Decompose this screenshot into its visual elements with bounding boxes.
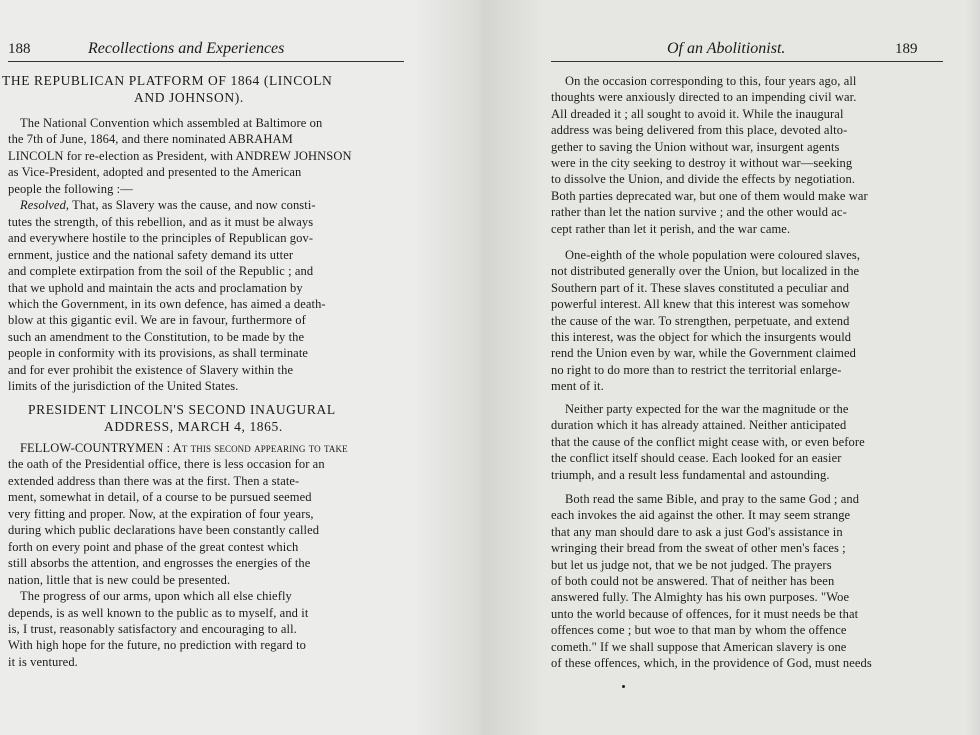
body-text-line: offences come ; but woe to that man by whom the offence [551, 623, 847, 637]
body-text-line: but let us judge not, that we be not judged. The prayers [551, 558, 832, 572]
body-text-line: people the following :— [8, 182, 133, 196]
body-text-line: as Vice-President, adopted and presented to the American [8, 165, 302, 179]
body-text-line: tutes the strength, of this rebellion, and as it must be always [8, 215, 314, 229]
body-text-line: limits of the jurisdiction of the United States. [8, 379, 239, 393]
left-page-number: 188 [8, 41, 31, 57]
page-edge [966, 0, 980, 735]
body-text-line: rend the Union even by war, while the Government claimed [551, 346, 857, 360]
print-speck [622, 685, 625, 688]
body-text-line: LINCOLN for re-election as President, with ANDREW JOHNSON [8, 149, 352, 163]
section-heading: PRESIDENT LINCOLN'S SECOND INAUGURAL [28, 402, 336, 417]
right-page [545, 0, 980, 735]
body-text-line: forth on every point and phase of the great contest which [8, 540, 299, 554]
body-text-line: address was being delivered from this place, devoted alto- [551, 123, 848, 137]
body-text-line: cometh." If we shall suppose that American slavery is one [551, 640, 847, 654]
right-header-rule [551, 61, 943, 62]
section-heading: THE REPUBLICAN PLATFORM OF 1864 (LINCOLN [2, 73, 333, 88]
body-text-line: which the Government, in its own defence, has aimed a death- [8, 297, 326, 311]
body-text-line: rather than let the nation survive ; and the other would ac- [551, 205, 847, 219]
body-text-line: powerful interest. All knew that this interest was somehow [551, 297, 851, 311]
body-text-line: The progress of our arms, upon which all else chiefly [20, 589, 292, 603]
body-text-line: of these offences, which, in the providence of God, must needs [551, 656, 872, 670]
body-text-line: Both read the same Bible, and pray to the same God ; and [565, 492, 860, 506]
body-text-line: that the cause of the conflict might cease with, or even before [551, 435, 865, 449]
right-page-number: 189 [895, 41, 918, 57]
body-text-line: and everywhere hostile to the principles of Republican gov- [8, 231, 314, 245]
body-text-line: duration which it has already attained. Neither anticipated [551, 418, 847, 432]
body-text-line: ment of it. [551, 379, 604, 393]
body-text-line: it is ventured. [8, 655, 78, 669]
body-text-line: ment, somewhat in detail, of a course to be pursued seemed [8, 490, 312, 504]
body-text-line: With high hope for the future, no prediction with regard to [8, 638, 307, 652]
left-running-head: Recollections and Experiences [88, 40, 285, 57]
body-text-line: of both could not be answered. That of neither has been [551, 574, 835, 588]
body-text-line: Both parties deprecated war, but one of them would make war [551, 189, 868, 203]
section-heading: ADDRESS, MARCH 4, 1865. [104, 419, 283, 434]
body-text-line: people in conformity with its provisions, as shall terminate [8, 346, 309, 360]
left-page [0, 0, 412, 735]
body-text-line: gether to saving the Union without war, insurgent agents [551, 140, 840, 154]
body-text-line: answered fully. The Almighty has his own purposes. "Woe [551, 590, 850, 604]
body-text-line: this interest, was the object for which the insurgents would [551, 330, 852, 344]
body-text-line: to dissolve the Union, and divide the effects by negotiation. [551, 172, 856, 186]
body-text-line: unto the world because of offences, for it must needs be that [551, 607, 859, 621]
body-text-line: still absorbs the attention, and engrosses the energies of the [8, 556, 311, 570]
body-text-line: and complete extirpation from the soil of the Republic ; and [8, 264, 314, 278]
body-text-line: that we uphold and maintain the acts and proclamation by [8, 281, 303, 295]
body-text-line: All dreaded it ; all sought to avoid it. While the inaugural [551, 107, 844, 121]
body-text-line: the oath of the Presidential office, there is less occasion for an [8, 457, 325, 471]
body-text-line: nation, little that is new could be presented. [8, 573, 231, 587]
body-text-line: were in the city seeking to destroy it without war—seeking [551, 156, 853, 170]
body-text-line: extended address than there was at the first. Then a state- [8, 474, 300, 488]
page-gutter [412, 0, 545, 735]
body-text-line: blow at this gigantic evil. We are in favour, furthermore of [8, 313, 306, 327]
body-text-line: FELLOW-COUNTRYMEN : At this second appearing to take [20, 441, 348, 455]
body-text-line: Neither party expected for the war the magnitude or the [565, 402, 849, 416]
body-text-line: each invokes the aid against the other. It may seem strange [551, 508, 851, 522]
body-text-line: that any man should dare to ask a just God's assistance in [551, 525, 843, 539]
body-text-line: thoughts were anxiously directed to an impending civil war. [551, 90, 857, 104]
body-text-line: Southern part of it. These slaves constituted a peculiar and [551, 281, 850, 295]
body-text-line: On the occasion corresponding to this, four years ago, all [565, 74, 857, 88]
body-text-line: triumph, and a result less fundamental and astounding. [551, 468, 830, 482]
body-text-line: the 7th of June, 1864, and there nominated ABRAHAM [8, 132, 293, 146]
body-text-line: ernment, justice and the national safety demand its utter [8, 248, 294, 262]
body-text-line: no right to do more than to restrict the territorial enlarge- [551, 363, 842, 377]
body-text-line: The National Convention which assembled at Baltimore on [20, 116, 323, 130]
right-running-head: Of an Abolitionist. [667, 40, 786, 57]
body-text-line: the cause of the war. To strengthen, perpetuate, and extend [551, 314, 850, 328]
body-text-line: and for ever prohibit the existence of Slavery within the [8, 363, 294, 377]
body-text-line: very fitting and proper. Now, at the expiration of four years, [8, 507, 314, 521]
body-text-line: such an amendment to the Constitution, to be made by the [8, 330, 305, 344]
body-text-line: not distributed generally over the Union, but localized in the [551, 264, 860, 278]
body-text-line: One-eighth of the whole population were coloured slaves, [565, 248, 861, 262]
body-text-line: Resolved, That, as Slavery was the cause, and now consti- [20, 198, 316, 212]
section-heading: AND JOHNSON). [134, 90, 244, 105]
body-text-line: wringing their bread from the sweat of other men's faces ; [551, 541, 846, 555]
body-text-line: cept rather than let it perish, and the war came. [551, 222, 791, 236]
body-text-line: during which public declarations have been constantly called [8, 523, 320, 537]
body-text-line: depends, is as well known to the public as to myself, and it [8, 606, 309, 620]
body-text-line: is, I trust, reasonably satisfactory and encouraging to all. [8, 622, 297, 636]
body-text-line: the conflict itself should cease. Each looked for an easier [551, 451, 842, 465]
left-header-rule [8, 61, 404, 62]
